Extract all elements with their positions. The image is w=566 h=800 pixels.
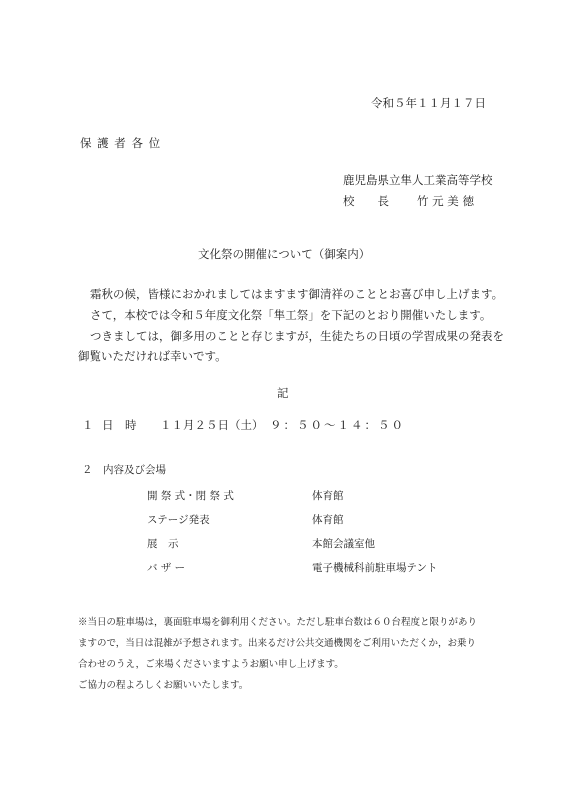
ki-marker: 記 <box>277 386 289 400</box>
note-line: ご協力の程よろしくお願いいたします。 <box>78 680 249 691</box>
note-line: 合わせのうえ，ご来場くださいますようお願い申し上げます。 <box>78 659 344 670</box>
body-line: 御覧いただければ幸いです。 <box>78 349 227 363</box>
note-line: ますので，当日は混雑が予想されます。出来るだけ公共交通機関をご利用いただくか，お乗り <box>78 638 477 649</box>
event-date: １１月２５日（土） <box>160 418 264 432</box>
program-event: 開 祭 式・閉 祭 式 <box>147 490 234 502</box>
program-event: ステージ発表 <box>147 514 210 526</box>
program-venue: 本館会議室他 <box>312 538 375 550</box>
item2-heading: ２ 内容及び会場 <box>82 464 166 476</box>
item1-number: １ <box>82 418 94 432</box>
program-venue: 体育館 <box>312 490 344 502</box>
program-venue: 電子機械科前駐車場テント <box>312 562 438 574</box>
document-date: 令和５年１１月１７日 <box>371 96 486 110</box>
program-event: バ ザ ー <box>147 562 186 574</box>
event-time: ９：５０～１４：５０ <box>270 418 405 432</box>
sender-title: 校 長 <box>343 194 389 208</box>
program-event: 展 示 <box>147 538 179 550</box>
body-line: 霜秋の候，皆様におかれましてはますます御清祥のこととお喜び申し上げます。 <box>90 287 504 301</box>
note-line: ※当日の駐車場は，裏面駐車場を御利用ください。ただし駐車台数は６０台程度と限りがあり <box>78 617 478 628</box>
addressee: 保 護 者 各 位 <box>80 136 162 150</box>
program-venue: 体育館 <box>312 514 344 526</box>
body-line: さて，本校では令和５年度文化祭「隼工祭」を下記のとおり開催いたします。 <box>90 308 492 322</box>
document-subject: 文化祭の開催について（御案内） <box>198 247 371 261</box>
body-line: つきましては，御多用のことと存じますが，生徒たちの日頃の学習成果の発表を <box>90 329 504 343</box>
item1-label: 日 時 <box>102 418 137 432</box>
sender-school: 鹿児島県立隼人工業高等学校 <box>343 173 493 187</box>
sender-name: 竹 元 美 徳 <box>417 194 474 208</box>
